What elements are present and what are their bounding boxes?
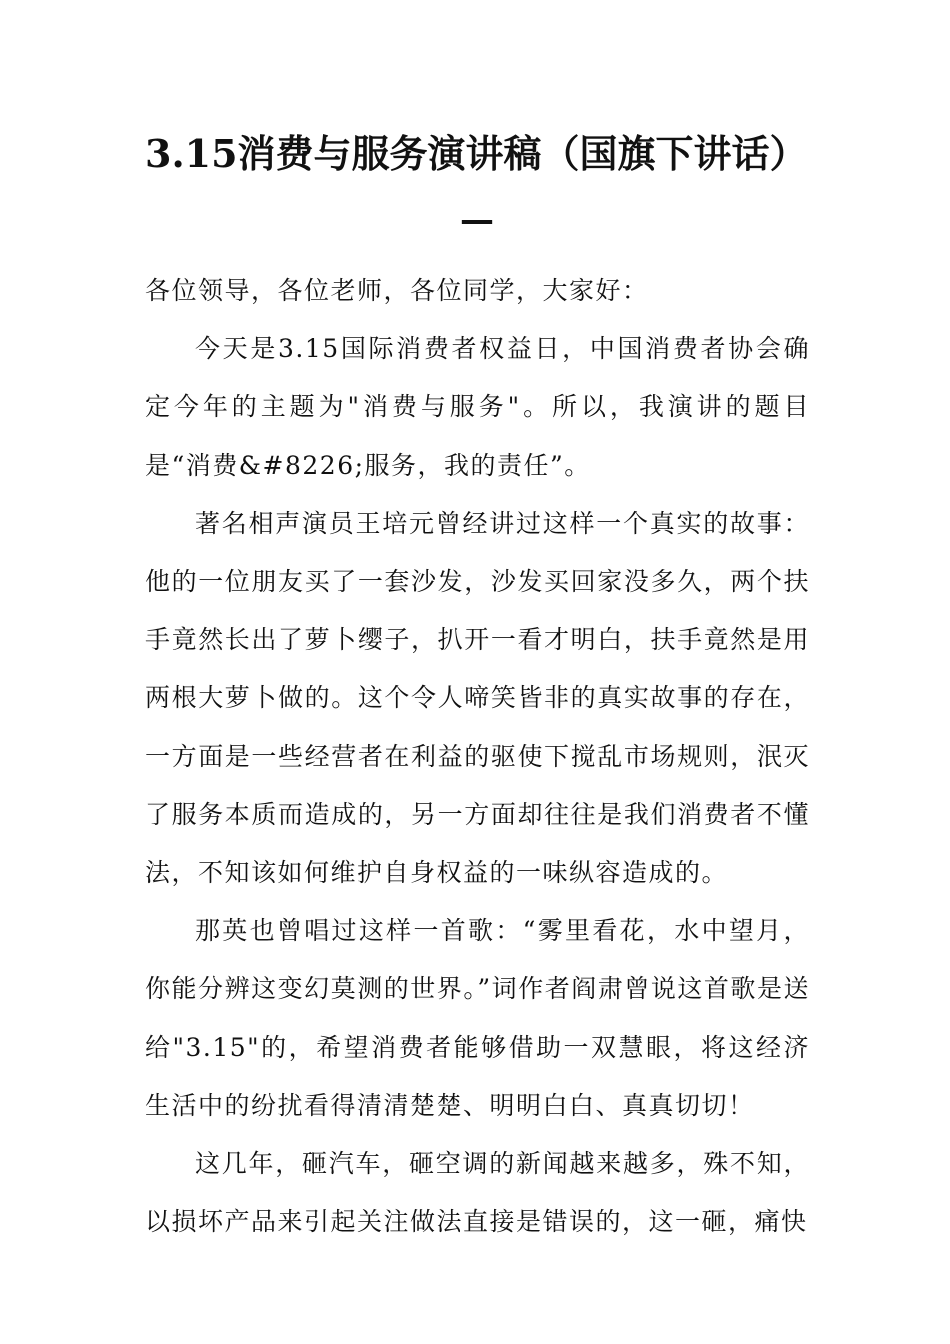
title-dash: — xyxy=(460,200,494,240)
document-title: 3.15消费与服务演讲稿（国旗下讲话） xyxy=(145,131,808,176)
document-body xyxy=(145,262,810,1251)
body-paragraph-3: 那英也曾唱过这样一首歌：“雾里看花，水中望月，你能分辨这变幻莫测的世界。”词作者阎肃曾说这首歌是送给"3.15"的，希望消费者能够借助一双慧眼，将这经济生活中的纷扰看得清清楚楚、明明白白、真真切切！ xyxy=(145,916,810,1120)
greeting-paragraph: 各位领导，各位老师，各位同学，大家好： xyxy=(145,276,649,305)
body-paragraph-1: 今天是3.15国际消费者权益日，中国消费者协会确定今年的主题为"消费与服务"。所以，我演讲的题目是“消费&#8226;服务，我的责任”。 xyxy=(145,334,810,480)
body-paragraph-4: 这几年，砸汽车，砸空调的新闻越来越多，殊不知，以损坏产品来引起关注做法直接是错误的，这一砸，痛快 xyxy=(145,1149,810,1237)
body-paragraph-2: 著名相声演员王培元曾经讲过这样一个真实的故事：他的一位朋友买了一套沙发，沙发买回家没多久，两个扶手竟然长出了萝卜缨子，扒开一看才明白，扶手竟然是用两根大萝卜做的。这个令人啼笑皆非的真实故事的存在，一方面是一些经营者在利益的驱使下搅乱市场规则，泯灭了服务本质而造成的，另一方面却往往是我们消费者不懂法，不知该如何维护自身权益的一味纵容造成的。 xyxy=(145,508,810,888)
